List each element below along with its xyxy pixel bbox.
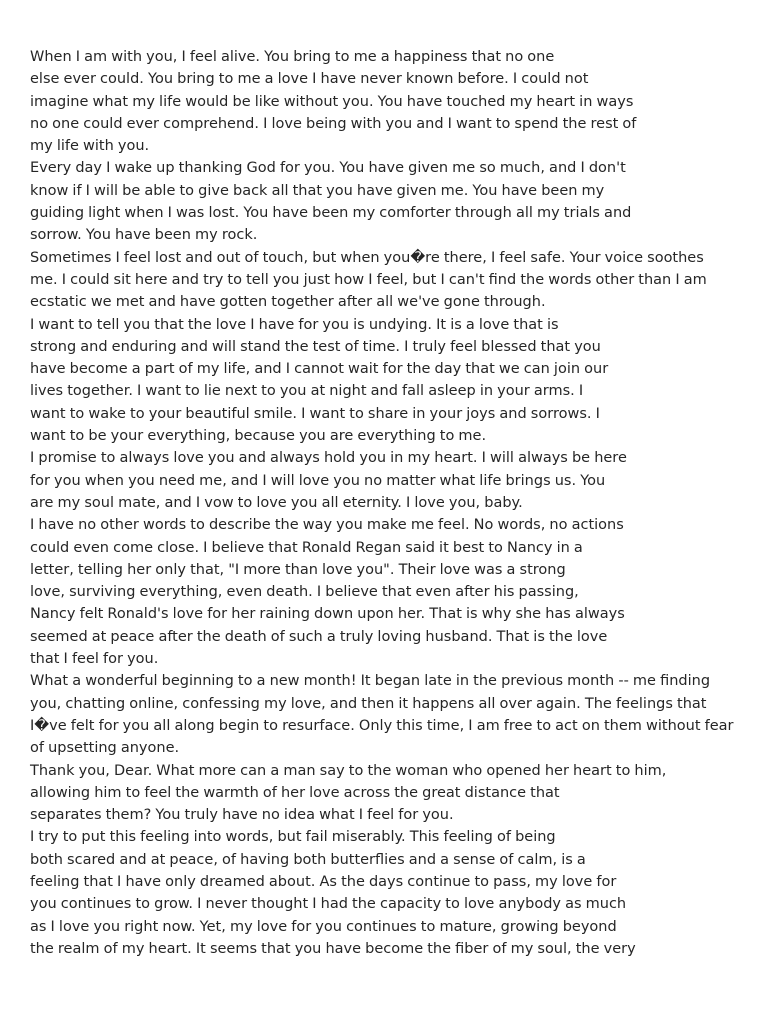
text-line: What a wonderful beginning to a new month! It began late in the previous month -- me finding bbox=[30, 673, 711, 690]
text-line: my life with you. bbox=[30, 138, 150, 155]
text-line: strong and enduring and will stand the test of time. I truly feel blessed that you bbox=[30, 338, 601, 355]
text-line: I promise to always love you and always hold you in my heart. I will always be here bbox=[30, 450, 627, 467]
text-line: for you when you need me, and I will love you no matter what life brings us. You bbox=[30, 472, 606, 489]
text-line: the realm of my heart. It seems that you have become the fiber of my soul, the very bbox=[30, 940, 636, 957]
text-line: allowing him to feel the warmth of her love across the great distance that bbox=[30, 784, 560, 801]
text-line: guiding light when I was lost. You have been my comforter through all my trials and bbox=[30, 205, 632, 222]
text-line: want to be your everything, because you are everything to me. bbox=[30, 428, 487, 445]
text-line: love, surviving everything, even death. I believe that even after his passing, bbox=[30, 584, 579, 601]
text-line: else ever could. You bring to me a love I have never known before. I could not bbox=[30, 71, 589, 88]
text-line: you, chatting online, confessing my love, and then it happens all over again. The feelings that bbox=[30, 695, 707, 712]
text-line: you continues to grow. I never thought I had the capacity to love anybody as much bbox=[30, 896, 627, 913]
text-line: I want to tell you that the love I have for you is undying. It is a love that is bbox=[30, 316, 559, 333]
text-line: know if I will be able to give back all that you have given me. You have been my bbox=[30, 182, 605, 199]
text-line: of upsetting anyone. bbox=[30, 740, 180, 757]
text-line: could even come close. I believe that Ronald Regan said it best to Nancy in a bbox=[30, 539, 583, 556]
text-line: Nancy felt Ronald's love for her raining down upon her. That is why she has always bbox=[30, 606, 625, 623]
text-line: Thank you, Dear. What more can a man say to the woman who opened her heart to him, bbox=[30, 762, 667, 779]
text-line: lives together. I want to lie next to you at night and fall asleep in your arms. I bbox=[30, 383, 584, 400]
text-line: Sometimes I feel lost and out of touch, but when you�re there, I feel safe. Your voice soothes bbox=[30, 249, 704, 266]
text-line: I try to put this feeling into words, but fail miserably. This feeling of being bbox=[30, 829, 556, 846]
text-line: want to wake to your beautiful smile. I want to share in your joys and sorrows. I bbox=[30, 405, 600, 422]
text-line: I have no other words to describe the way you make me feel. No words, no actions bbox=[30, 517, 624, 534]
text-line: as I love you right now. Yet, my love for you continues to mature, growing beyond bbox=[30, 918, 617, 935]
document-body bbox=[30, 46, 760, 960]
text-line: have become a part of my life, and I cannot wait for the day that we can join our bbox=[30, 361, 609, 378]
text-line: me. I could sit here and try to tell you just how I feel, but I can't find the words other than I am bbox=[30, 271, 707, 288]
text-line: both scared and at peace, of having both butterflies and a sense of calm, is a bbox=[30, 851, 586, 868]
text-line: letter, telling her only that, "I more than love you". Their love was a strong bbox=[30, 561, 566, 578]
text-line: When I am with you, I feel alive. You bring to me a happiness that no one bbox=[30, 49, 555, 65]
text-line: are my soul mate, and I vow to love you all eternity. I love you, baby. bbox=[30, 494, 523, 511]
text-line: imagine what my life would be like without you. You have touched my heart in ways bbox=[30, 93, 634, 110]
text-line: no one could ever comprehend. I love being with you and I want to spend the rest of bbox=[30, 115, 637, 132]
text-line: I�ve felt for you all along begin to resurface. Only this time, I am free to act on them without fear bbox=[30, 717, 734, 734]
text-line: seemed at peace after the death of such a truly loving husband. That is the love bbox=[30, 628, 608, 645]
text-line: that I feel for you. bbox=[30, 651, 159, 668]
text-line: Every day I wake up thanking God for you. You have given me so much, and I don't bbox=[30, 160, 626, 177]
text-line: feeling that I have only dreamed about. As the days continue to pass, my love for bbox=[30, 873, 617, 890]
text-line: sorrow. You have been my rock. bbox=[30, 227, 258, 244]
text-line: separates them? You truly have no idea what I feel for you. bbox=[30, 807, 454, 824]
text-line: ecstatic we met and have gotten together after all we've gone through. bbox=[30, 294, 546, 311]
